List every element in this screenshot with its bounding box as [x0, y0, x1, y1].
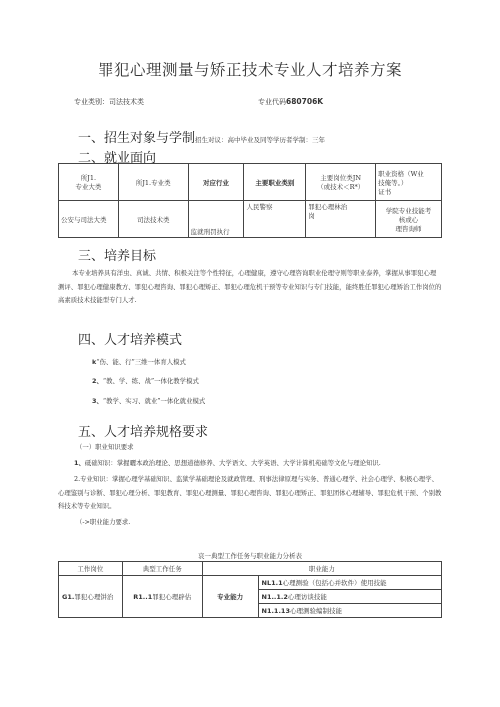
- ability-subheading: （->职业能力要求.: [76, 518, 131, 526]
- major-code-value: 680706K: [286, 97, 324, 106]
- ability-item-1: [258, 576, 442, 590]
- cell-major-class: 公安与司法大类: [59, 201, 119, 238]
- header-typical-task: 典型工作任务: [122, 562, 202, 576]
- ability-item-2: [258, 590, 442, 604]
- section-3-heading: 三、培养目标: [78, 249, 157, 264]
- mode-item-2-num: 2、: [92, 377, 103, 385]
- cell-certificate: 学院专业技能考 核或心 理咨询师: [376, 201, 442, 238]
- header-industry: 对应行业: [188, 164, 244, 201]
- header-occupation: 主要职业类别: [244, 164, 306, 201]
- cell-work-post: [59, 576, 123, 618]
- ability-table-caption: 哀一典型工作任务与职业能力分析表: [198, 552, 302, 560]
- employment-table: [58, 163, 442, 238]
- typical-task-text: 罪犯心理辟估: [152, 593, 192, 601]
- major-code: [258, 97, 323, 107]
- ability-item-3-text: 心理测验编制技能: [289, 607, 342, 615]
- knowledge-item-1: [58, 457, 442, 471]
- typical-task-code: R1..1: [133, 593, 153, 601]
- ability-item-2-code: N1..1.2: [261, 593, 288, 601]
- ability-item-2-text: 心理访谈技能: [287, 593, 327, 601]
- knowledge-subheading: （一）职业知识要求: [76, 443, 134, 451]
- mode-item-2-text: “教、学、练、战”一体化教学模式: [102, 377, 199, 385]
- work-post-text: 罪犯心理饼治: [74, 593, 114, 601]
- ability-item-3: [258, 604, 442, 618]
- mode-item-3-text: “教学、实习、就业”一体化就业模式: [102, 397, 206, 405]
- employment-data-row: [59, 201, 442, 238]
- knowledge-item-1-text: 砥础知识：掌握曬本政治理论、思想道德修养、大学语文、大学英语、大学计算机苑础等文化与理论知识.: [84, 459, 381, 467]
- document-title: 罪犯心理测量与矫正技术专业人才培养方案: [97, 61, 402, 79]
- section-1-title: 一、招生对象与学制: [78, 131, 196, 146]
- ability-item-1-code: NL1.1: [261, 579, 283, 587]
- major-code-label: 专业代码: [258, 98, 286, 106]
- major-category: 专业类别：司法技术类: [74, 98, 144, 106]
- ability-item-1-text: 心理测验（包括心并软件）使用技能: [282, 579, 387, 587]
- section-1-heading: [78, 127, 325, 146]
- header-major-class: 所J1. 专业大类: [59, 164, 119, 201]
- mode-item-1-num: k: [92, 358, 97, 366]
- ability-item-3-code: N1.1.13: [261, 607, 290, 615]
- mode-item-2: [92, 376, 199, 385]
- ability-header-row: [59, 562, 442, 576]
- knowledge-item-2: 2.专业知识：掌握心理学基础知识、监狱学基础理论及就政管理、刑事法律原理与实务、普通心理学、社会心理学、积极心理学、心理鉴别与诊断、罪犯心理分析、罪犯教育、罪犯心理测量、罪犯心理咨询、罪犯心理矫正、罪犯团体心理辅导、罪犯危机干预、个别教科技术等专业知识。: [58, 475, 442, 510]
- cell-typical-task: [122, 576, 202, 618]
- cell-ability-type: 专业能力: [202, 576, 258, 618]
- ability-row-1: [59, 576, 442, 590]
- header-post: 主要岗位类JN （或技术＜R*）: [306, 164, 376, 201]
- cell-major-type: 司法技术类: [118, 201, 188, 238]
- header-major-type: 所J1.专业类: [118, 164, 188, 201]
- work-post-code: G1.: [62, 593, 75, 601]
- section-2-heading: 二、就业面向: [78, 151, 157, 166]
- header-work-post: 工作岗位: [59, 562, 123, 576]
- mode-item-1: [92, 357, 186, 366]
- section-4-heading: 四、人才培养模式: [78, 333, 183, 348]
- training-goal-paragraph: 本专业培养具有洋虫、真诚、共情、积极关注等个性特征，心理健康，遵守心理咨询职业伦理守则等职业泰养，掌握从事罪犯心理测评、罪犯心理健康教方、罪犯心理咨询、罪犯心理矫正、罪犯心理危机干预等专业知识与专门技能，能终胜任罪犯心理矫治工作岗位的高素质技术技能型专门人才.: [58, 269, 442, 304]
- cell-post: 罪犯心理林治 岗: [306, 201, 376, 238]
- knowledge-item-1-num: 1、: [74, 459, 85, 467]
- section-1-aside: 招生对议：高中毕业及同等学历者学制：三年: [195, 136, 326, 144]
- mode-item-1-text: “伤、能、行”三维一体育人模式: [96, 358, 186, 366]
- header-certificate: 职业资格（W业 技俺等。） 证书: [376, 164, 442, 201]
- employment-header-row: [59, 164, 442, 201]
- header-ability: 职业能力: [202, 562, 441, 576]
- section-5-heading: 五、人才培养规格要求: [78, 425, 209, 440]
- cell-industry: 监就刑罚执行: [188, 201, 244, 238]
- mode-item-3: [92, 396, 205, 405]
- ability-table: [58, 561, 442, 618]
- cell-occupation: 人民警察: [244, 201, 306, 238]
- mode-item-3-num: 3、: [92, 397, 103, 405]
